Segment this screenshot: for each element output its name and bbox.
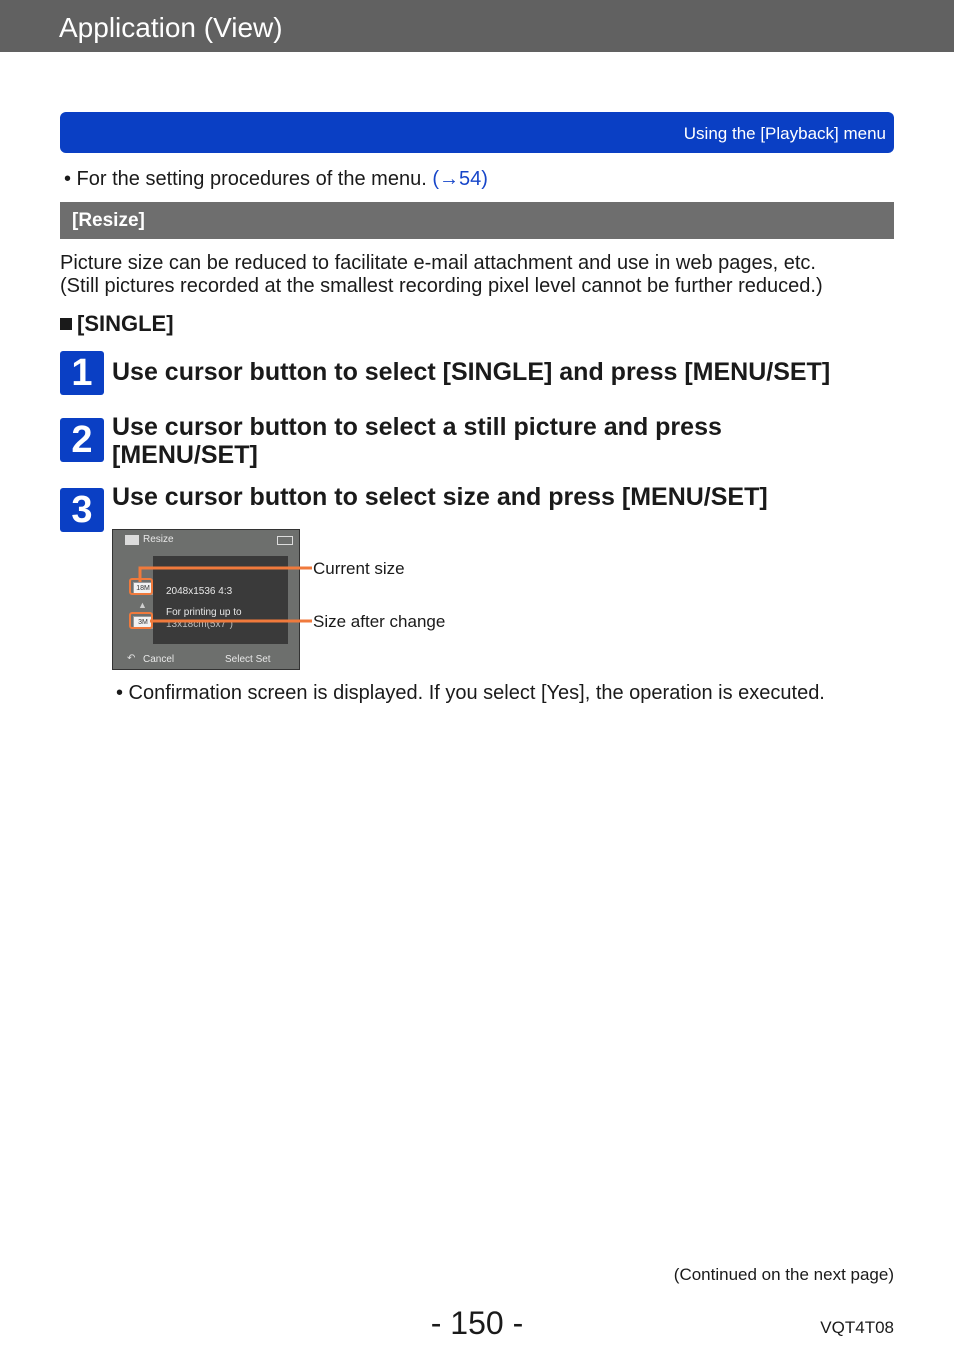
lcd-select-set-label: Select Set xyxy=(225,654,271,665)
square-bullet-icon xyxy=(60,318,72,330)
description-line-2: (Still pictures recorded at the smallest recording pixel level cannot be further reduced.) xyxy=(60,275,823,297)
camera-lcd-screenshot xyxy=(112,529,300,670)
step-3-number: 3 xyxy=(60,488,104,532)
lcd-title: Resize xyxy=(143,534,174,545)
battery-icon xyxy=(277,536,293,545)
lcd-info-box xyxy=(153,556,288,644)
callout-current-size: Current size xyxy=(313,559,405,578)
menu-banner-label: Using the [Playback] menu xyxy=(683,124,886,143)
setting-note xyxy=(64,168,488,191)
step-2-text-line-2: [MENU/SET] xyxy=(112,441,258,469)
section-header xyxy=(60,202,894,239)
after-size-badge: 3M xyxy=(133,616,153,629)
step-2-number: 2 xyxy=(60,418,104,462)
arrow-down-icon: ▲ xyxy=(138,600,147,610)
description-line-1: Picture size can be reduced to facilitate e-mail attachment and use in web pages, etc. xyxy=(60,252,816,274)
return-icon: ↶ xyxy=(127,653,136,664)
step-1-number: 1 xyxy=(60,351,104,395)
step-2-text-line-1: Use cursor button to select a still picture and press xyxy=(112,413,722,441)
confirmation-note: • Confirmation screen is displayed. If you select [Yes], the operation is executed. xyxy=(116,682,825,704)
step-2-text xyxy=(112,413,722,469)
lcd-print-line-2: 13x18cm(5x7") xyxy=(166,619,233,630)
page-number: - 150 - xyxy=(430,1305,524,1341)
menu-banner xyxy=(60,112,894,153)
resize-menu-icon xyxy=(125,535,139,545)
section-title: [Resize] xyxy=(72,210,145,231)
lcd-cancel-label: Cancel xyxy=(143,654,175,665)
current-size-badge: 18M xyxy=(133,582,153,595)
setting-note-text: • For the setting procedures of the menu. xyxy=(64,168,433,190)
lcd-size-line: 2048x1536 4:3 xyxy=(166,586,233,597)
description xyxy=(60,252,900,298)
continued-note: (Continued on the next page) xyxy=(673,1265,894,1284)
subheading xyxy=(60,311,174,337)
page-title: Application (View) xyxy=(59,12,283,43)
header-bar xyxy=(0,0,954,52)
model-code: VQT4T08 xyxy=(820,1318,894,1337)
step-3-text: Use cursor button to select size and press [MENU/SET] xyxy=(112,483,768,511)
lcd-print-line-1: For printing up to xyxy=(166,607,242,618)
subheading-text: [SINGLE] xyxy=(77,311,174,336)
step-1-text: Use cursor button to select [SINGLE] and press [MENU/SET] xyxy=(112,358,831,386)
callout-size-after-change: Size after change xyxy=(313,612,446,631)
page-reference-link[interactable]: (→54) xyxy=(432,168,488,190)
